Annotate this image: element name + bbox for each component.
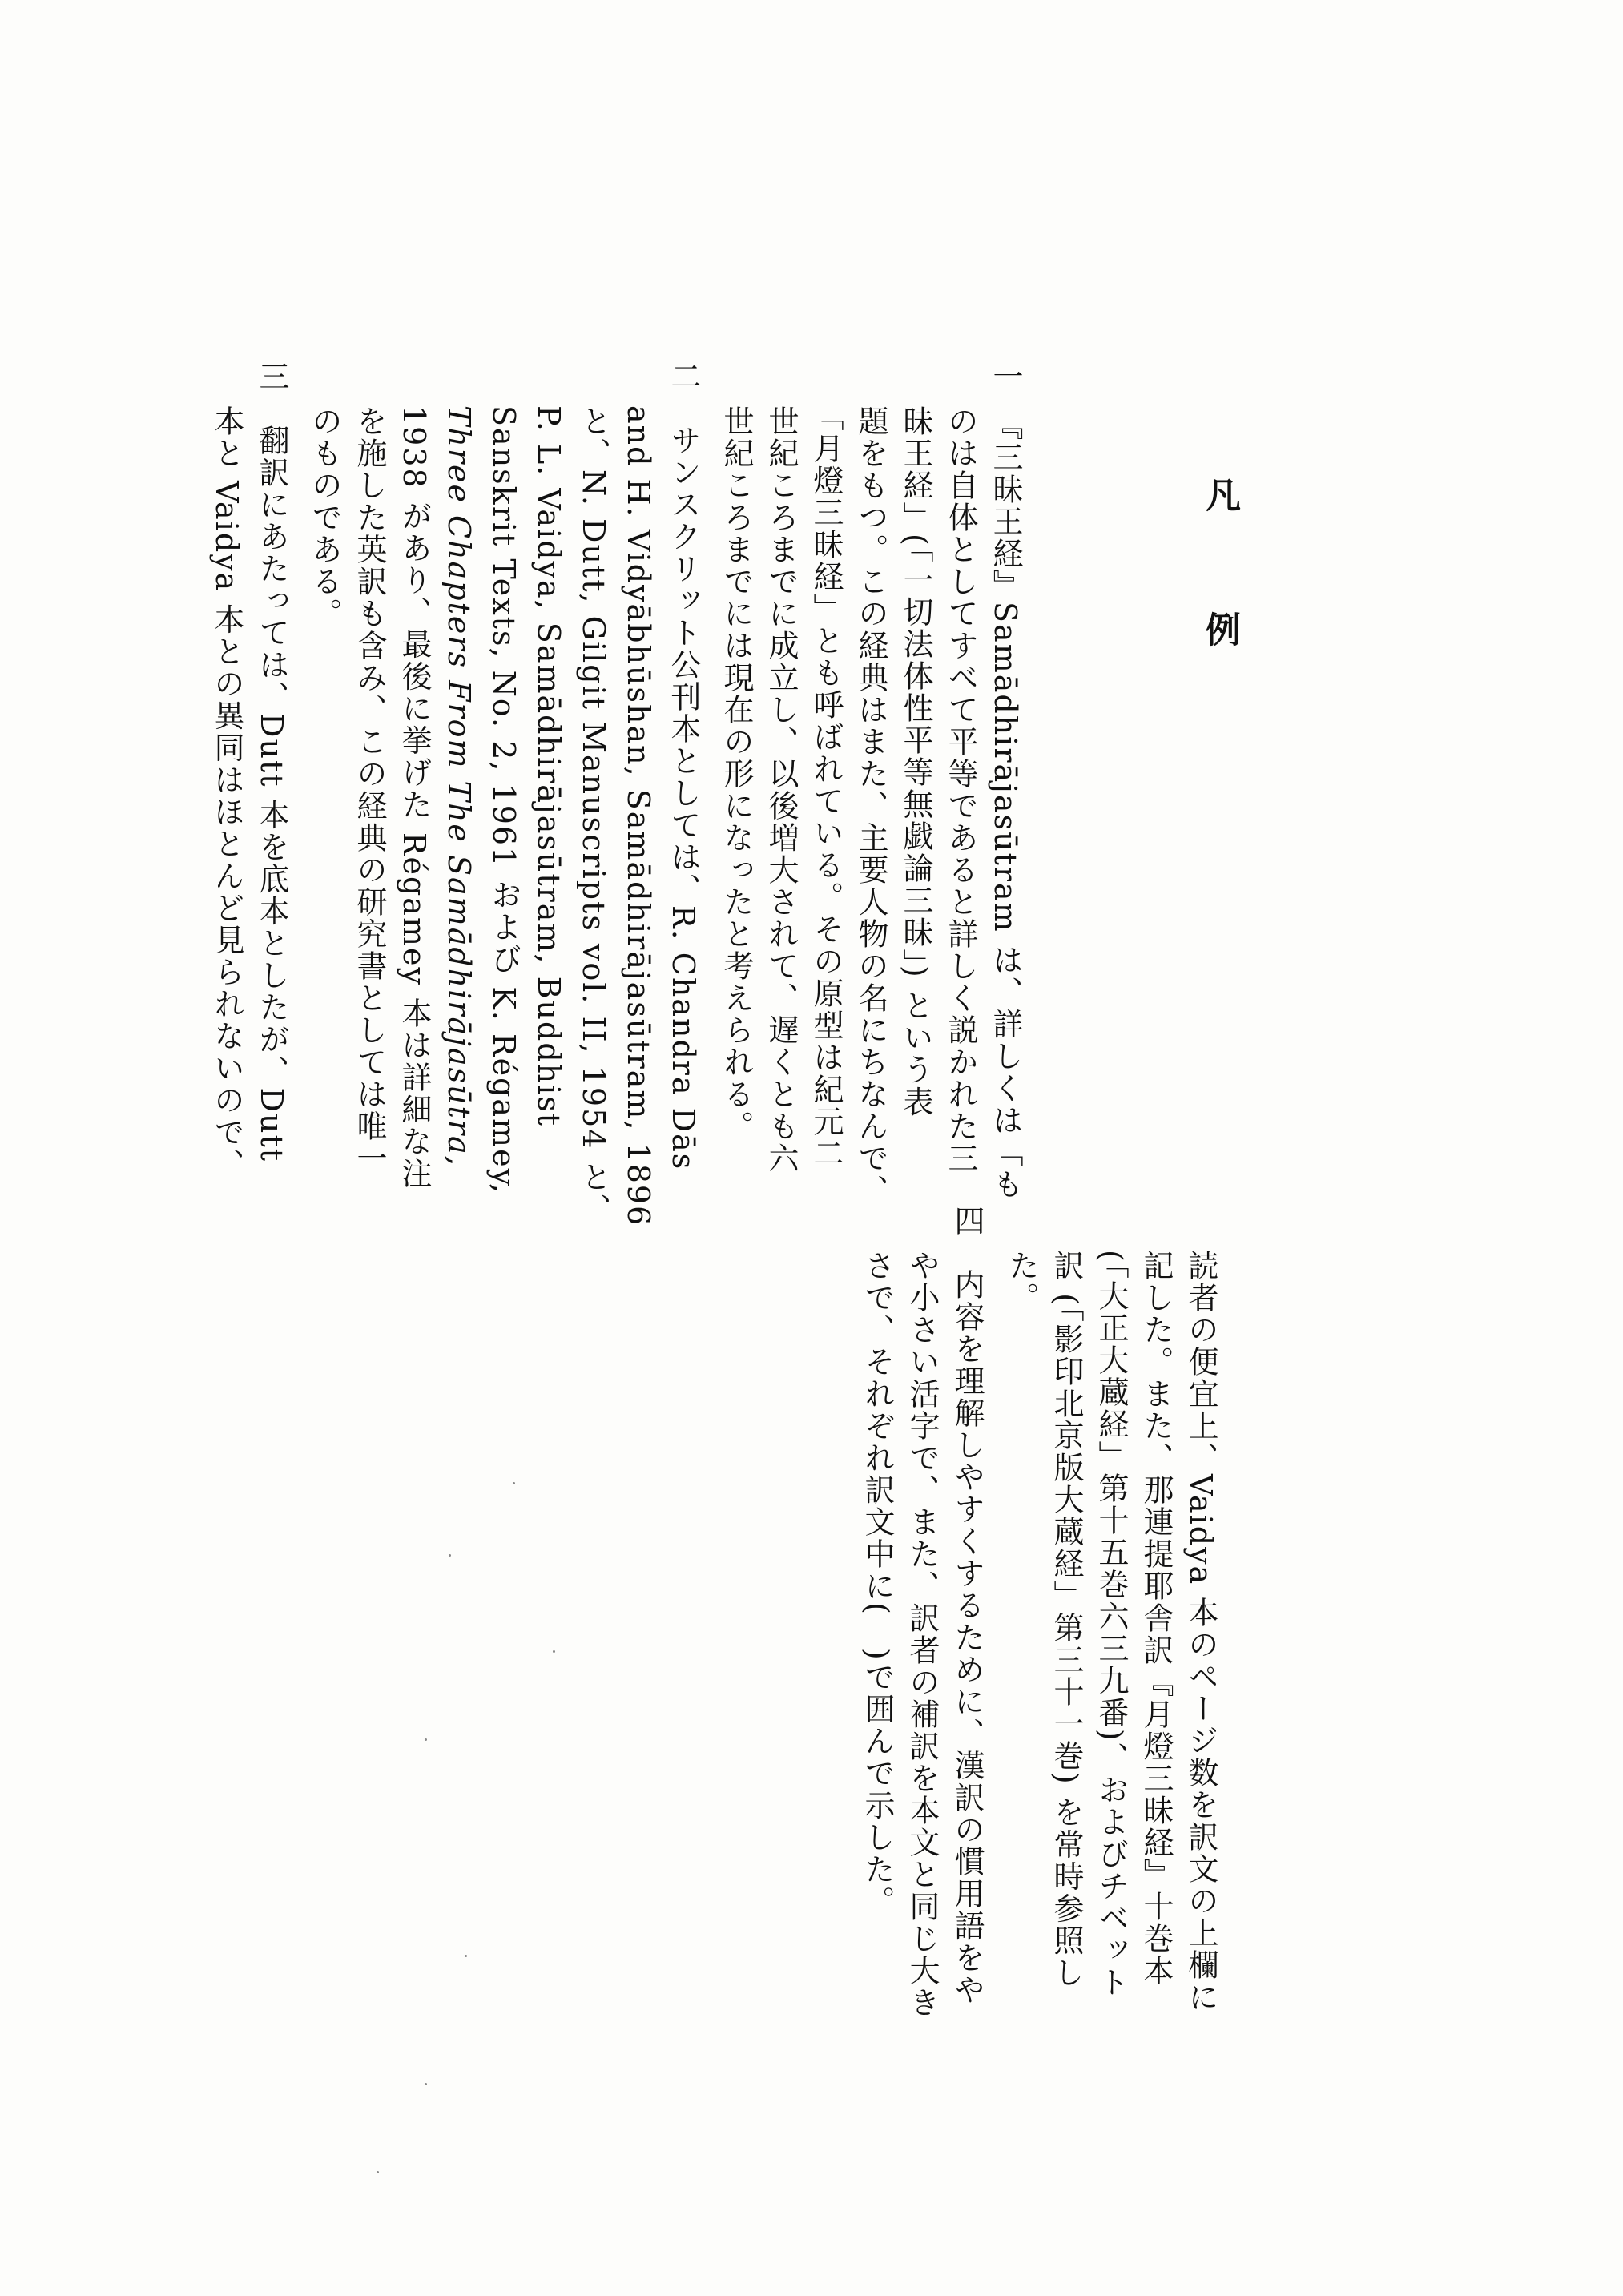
page-title: 凡 例 [1199,477,1240,679]
scan-speck [449,1554,451,1557]
section-2-line-3: と、N. Dutt, Gilgit Manuscripts vol. II, 1954 と、 [576,405,611,1226]
section-3-cont-line-3: (「大正大蔵経」第十五巻六三九番)、およびチベット [1093,1250,1129,1999]
section-2-line-6: Three Chapters From The Samādhirājasūtra, [441,405,477,1167]
section-3-line-2: 本と Vaidya 本との異同はほとんど見られないので、 [209,405,244,1181]
section-3-cont-line-5: た。 [1004,1250,1039,1314]
section-3-cont-line-1: 読者の便宜上、Vaidya 本のページ数を訳文の上欄に [1183,1250,1218,2014]
section-2-line-5: Sanskrit Texts, No. 2, 1961 および K. Régamey, [486,405,522,1195]
section-2-line-1: 二 サンスクリット公刊本としては、R. Chandra Dās [666,361,701,1171]
section-1-line-5: 「月燈三昧経」とも呼ばれている。その原型は紀元二 [808,401,844,1170]
scan-speck [425,1738,427,1741]
section-2-line-9: のものである。 [307,405,342,630]
scan-speck [513,1482,515,1484]
section-3-line-1: 三 翻訳にあたっては、Dutt 本を底本としたが、Dutt [254,361,289,1163]
section-2-line-8: を施した英訳も含み、この経典の研究書としては唯一 [352,405,387,1174]
section-3-cont-line-2: 記した。また、那連提耶舎訳『月燈三昧経』十巻本 [1138,1250,1174,1987]
section-1-line-2: のは自体としてすべて平等であると詳しく説かれた三 [943,405,978,1174]
scan-speck [465,1955,467,1957]
scan-speck [377,2171,379,2173]
section-2-line-2: and H. Vidyābhūshan, Samādhirājasūtram, 1896 [621,405,656,1227]
section-1-line-7: 世紀ころまでには現在の形になったと考えられる。 [719,405,754,1142]
section-2-line-7: 1938 があり、最後に挙げた Régamey 本は詳細な注 [397,405,432,1190]
section-4-line-3: さで、それぞれ訳文中に( )で囲んで示した。 [860,1250,895,1918]
section-1-line-3: 昧王経」(「一切法体性平等無戯論三昧」) という表 [898,405,933,1118]
section-1-line-1: 一 『三昧王経』Samādhirājasūtram は、詳しくは「も [988,361,1023,1201]
section-4-line-1: 四 内容を理解しやすくするために、漢訳の慣用語をや [949,1205,985,2006]
scan-speck [425,2083,427,2085]
scan-speck [553,1650,555,1653]
section-1-line-4: 題をもつ。この経典はまた、主要人物の名にちなんで、 [853,405,888,1206]
section-2-line-4: P. L. Vaidya, Samādhirājasūtram, Buddhist [531,405,566,1128]
section-3-cont-line-4: 訳 (「影印北京版大蔵経」第三十一巻) を常時参照し [1049,1250,1084,1989]
section-4-line-2: や小さい活字で、また、訳者の補訳を本文と同じ大き [904,1250,940,2019]
section-1-line-6: 世紀ころまでに成立し、以後増大されて、遅くとも六 [763,405,799,1174]
